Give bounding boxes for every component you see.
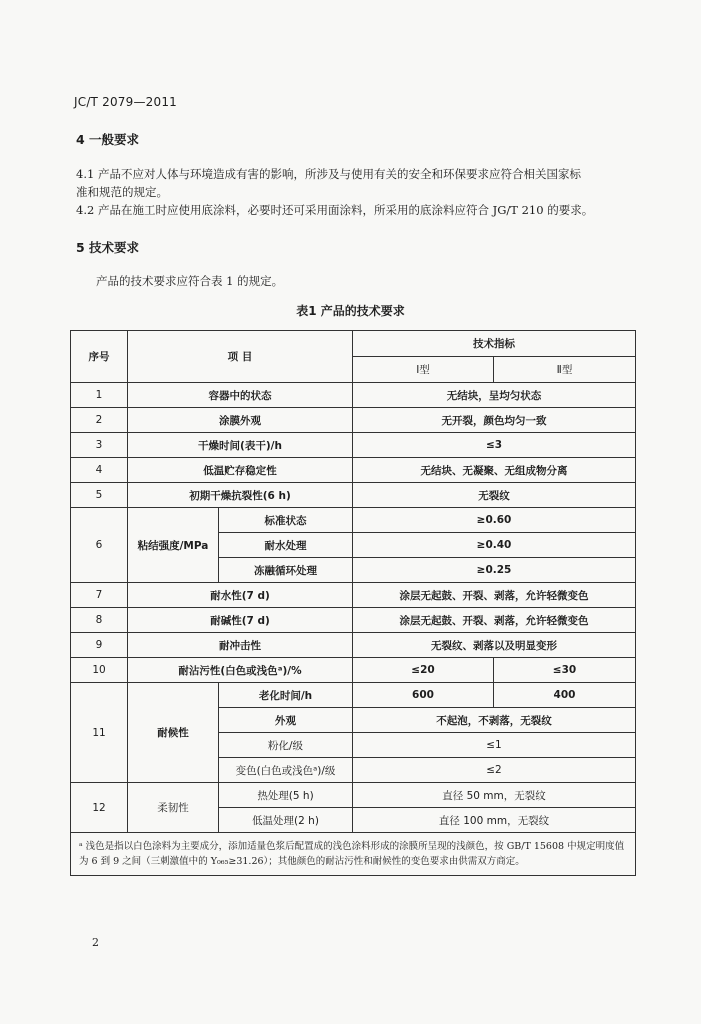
row-item: 耐水性(7 d) (128, 583, 353, 608)
row-value: 涂层无起鼓、开裂、剥落，允许轻微变色 (353, 583, 636, 608)
row-subitem: 粉化/级 (219, 733, 353, 758)
row-no: 9 (71, 633, 128, 658)
table-row (71, 408, 636, 433)
row-value: 无裂纹 (353, 483, 636, 508)
row-value: ≤1 (353, 733, 636, 758)
clause-4-2: 4.2 产品在施工时应使用底涂料，必要时还可采用面涂料，所采用的底涂料应符合 JG/T 210 的要求。 (76, 203, 594, 217)
row-value-type1: ≤20 (353, 658, 494, 683)
header-type1: Ⅰ型 (353, 357, 494, 383)
header-type2: Ⅱ型 (494, 357, 636, 383)
row-value: 涂层无起鼓、开裂、剥落，允许轻微变色 (353, 608, 636, 633)
header-index: 技术指标 (353, 331, 636, 357)
table-row (71, 583, 636, 608)
section-5-intro: 产品的技术要求应符合表 1 的规定。 (96, 274, 284, 288)
row-value: 无结块，呈均匀状态 (353, 383, 636, 408)
table-row (71, 508, 636, 533)
row-value: ≥0.60 (353, 508, 636, 533)
row-value: ≥0.40 (353, 533, 636, 558)
row-subitem: 低温处理(2 h) (219, 808, 353, 833)
row-item: 耐沾污性(白色或浅色ᵃ)/% (128, 658, 353, 683)
table-header-row (71, 331, 636, 357)
table-caption: 表1 产品的技术要求 (296, 304, 405, 318)
section-4-heading: 4 一般要求 (76, 132, 140, 147)
row-item: 低温贮存稳定性 (128, 458, 353, 483)
row-subitem: 变色(白色或浅色ᵃ)/级 (219, 758, 353, 783)
table-row (71, 458, 636, 483)
table-row (71, 483, 636, 508)
header-item: 项 目 (128, 331, 353, 383)
row-no: 4 (71, 458, 128, 483)
row-item: 初期干燥抗裂性(6 h) (128, 483, 353, 508)
table-row (71, 658, 636, 683)
table-row (71, 633, 636, 658)
clause-4-1-line2: 准和规范的规定。 (76, 185, 168, 199)
row-subitem: 热处理(5 h) (219, 783, 353, 808)
table-row (71, 783, 636, 808)
table-row (71, 683, 636, 708)
row-subitem: 老化时间/h (219, 683, 353, 708)
row-no: 11 (71, 683, 128, 783)
row-value-type2: ≤30 (494, 658, 636, 683)
row-no: 7 (71, 583, 128, 608)
row-no: 3 (71, 433, 128, 458)
row-item: 粘结强度/MPa (128, 508, 219, 583)
row-subitem: 冻融循环处理 (219, 558, 353, 583)
table-row (71, 383, 636, 408)
row-value: ≤2 (353, 758, 636, 783)
row-no: 6 (71, 508, 128, 583)
row-item: 耐碱性(7 d) (128, 608, 353, 633)
table-row (71, 433, 636, 458)
row-subitem: 标准状态 (219, 508, 353, 533)
row-value-type1: 600 (353, 683, 494, 708)
row-value: ≥0.25 (353, 558, 636, 583)
row-value: ≤3 (353, 433, 636, 458)
clause-4-1-line1: 4.1 产品不应对人体与环境造成有害的影响，所涉及与使用有关的安全和环保要求应符合相关国家标 (76, 167, 581, 181)
row-item: 干燥时间(表干)/h (128, 433, 353, 458)
row-item: 涂膜外观 (128, 408, 353, 433)
spec-table (70, 330, 636, 876)
standard-code: JC/T 2079—2011 (74, 95, 177, 109)
row-value: 无裂纹、剥落以及明显变形 (353, 633, 636, 658)
table-row (71, 608, 636, 633)
row-item: 耐冲击性 (128, 633, 353, 658)
row-item: 耐候性 (128, 683, 219, 783)
row-item: 容器中的状态 (128, 383, 353, 408)
row-no: 8 (71, 608, 128, 633)
table-footnote: ᵃ 浅色是指以白色涂料为主要成分，添加适量色浆后配置成的浅色涂料形成的涂膜所呈现的浅颜色，按 GB/T 15608 中规定明度值为 6 到 9 之间（三刺激值中的 Y₀₆₅≥31.26）；其他颜色的耐沾污性和耐候性的变色要求由供需双方商定。 (71, 833, 636, 876)
row-no: 5 (71, 483, 128, 508)
row-subitem: 耐水处理 (219, 533, 353, 558)
header-no: 序号 (71, 331, 128, 383)
row-no: 12 (71, 783, 128, 833)
row-value: 无开裂，颜色均匀一致 (353, 408, 636, 433)
row-value: 直径 100 mm，无裂纹 (353, 808, 636, 833)
row-no: 2 (71, 408, 128, 433)
row-no: 1 (71, 383, 128, 408)
page-number: 2 (92, 936, 99, 949)
row-value: 不起泡，不剥落，无裂纹 (353, 708, 636, 733)
row-item: 柔韧性 (128, 783, 219, 833)
row-subitem: 外观 (219, 708, 353, 733)
section-5-heading: 5 技术要求 (76, 240, 140, 255)
row-no: 10 (71, 658, 128, 683)
table-footnote-row (71, 833, 636, 876)
row-value: 直径 50 mm，无裂纹 (353, 783, 636, 808)
row-value: 无结块、无凝聚、无组成物分离 (353, 458, 636, 483)
row-value-type2: 400 (494, 683, 636, 708)
